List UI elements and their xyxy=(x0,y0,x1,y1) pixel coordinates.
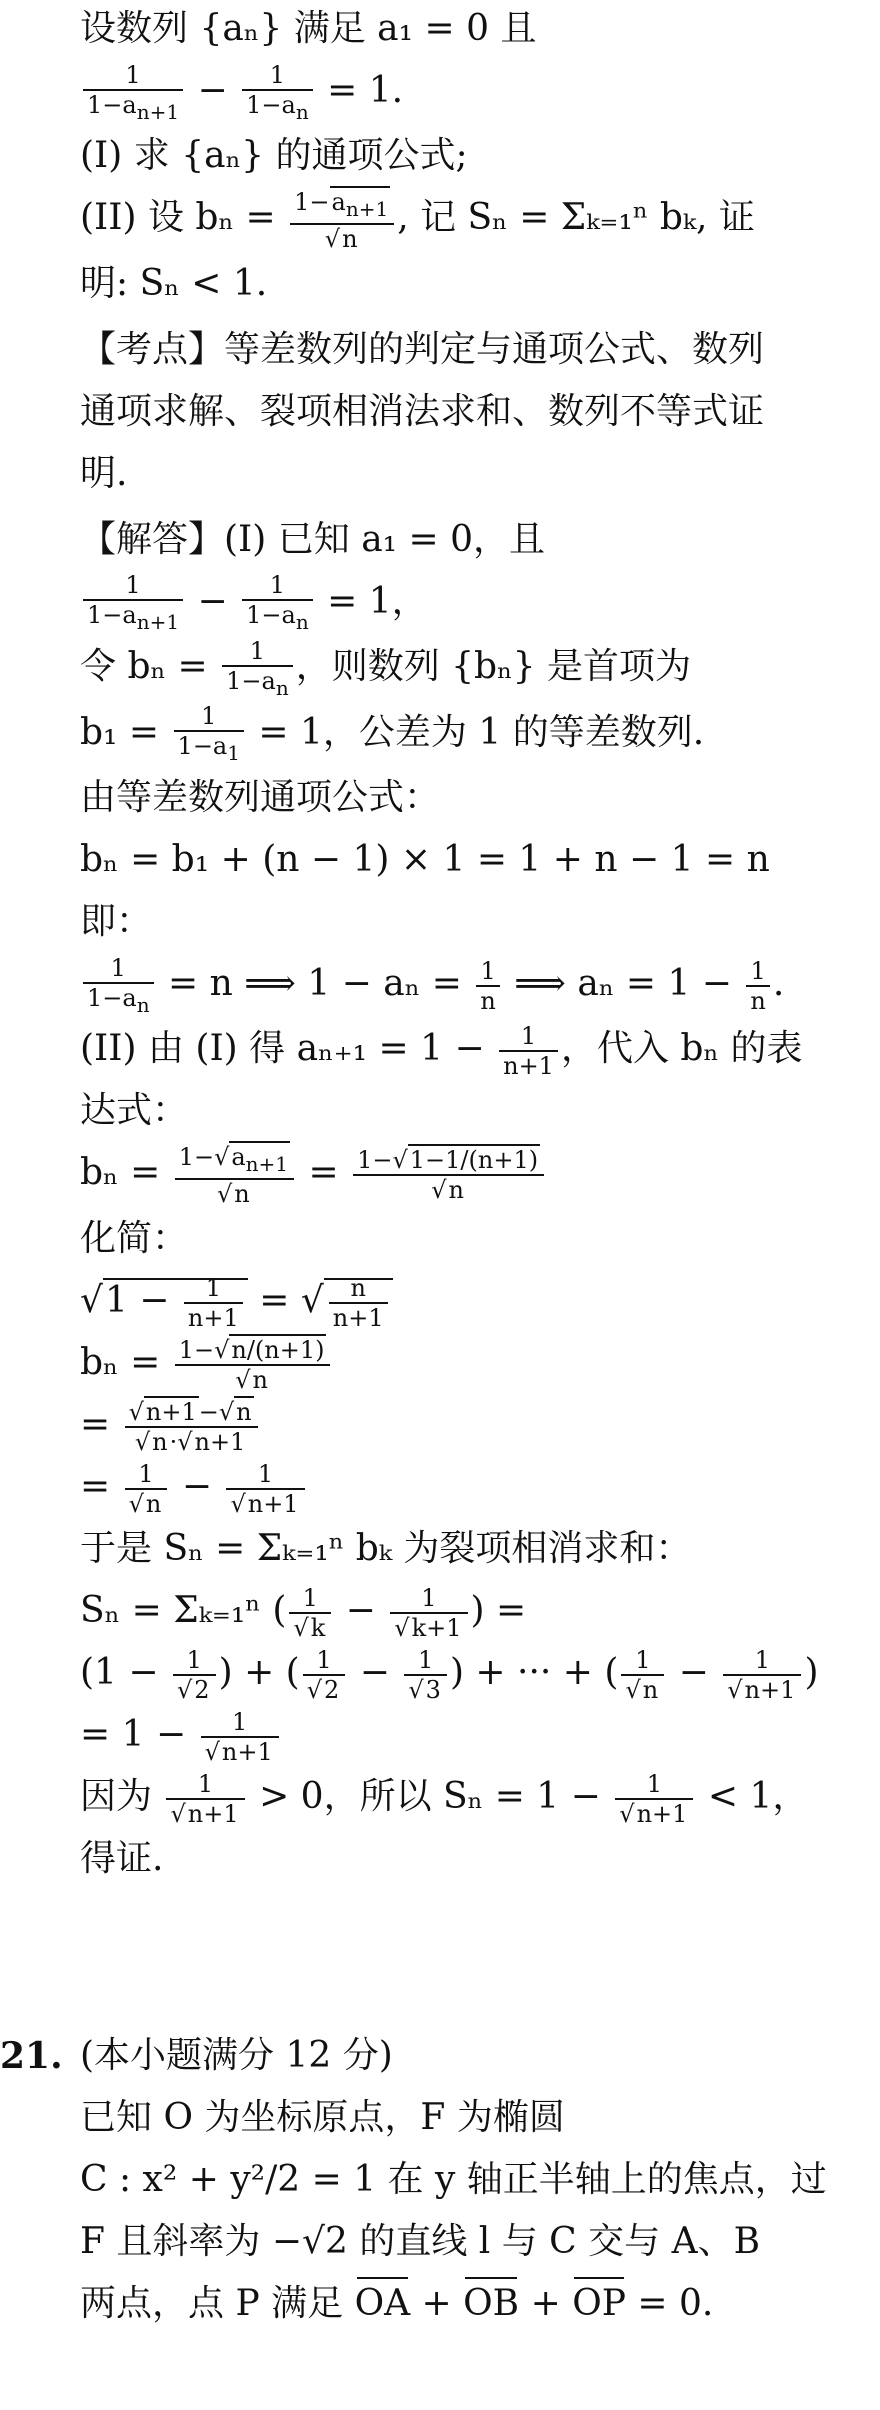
solution-equation: bₙ = $\frac{1-√n/(n+1)}{√n}$ xyxy=(80,1332,880,1394)
solution-line: b₁ = $\frac{1}{1-a_1}$ = 1，公差为 1 的等差数列. xyxy=(80,702,705,765)
question-line: F 且斜率为 −√2 的直线 l 与 C 交与 A、B xyxy=(80,2221,761,2262)
solution-line: 由等差数列通项公式： xyxy=(80,776,441,818)
solution-line: 因为 $\frac{1}{√n+1}$ > 0，所以 Sₙ = 1 − $\frac{1}{√n+1}$ < 1， xyxy=(80,1769,809,1828)
problem-line: 设数列 {aₙ} 满足 a₁ = 0 且 xyxy=(80,8,537,49)
solution-line: 令 bₙ = $\frac{1}{1-a_n}$ ，则数列 {bₙ} 是首项为 xyxy=(80,636,692,700)
solution-equation: bₙ = $\frac{1-√a_{n+1}}{√n}$ = $\frac{1-√1-1/(n+1)}{√n}$ xyxy=(80,1142,880,1207)
question-line: C : x² + y²/2 = 1 在 y 轴正半轴上的焦点，过 xyxy=(80,2159,827,2200)
solution-line: 【解答】(I) 已知 a₁ = 0，且 xyxy=(80,518,546,560)
kaodian-line: 明. xyxy=(80,452,128,494)
solution-equation: = 1 − $\frac{1}{√n+1}$ xyxy=(80,1704,880,1766)
solution-line: (II) 由 (I) 得 aₙ₊₁ = 1 − $\frac{1}{n+1}$ ，代入 bₙ 的表 xyxy=(80,1022,803,1081)
part-2-cont: 明: Sₙ < 1. xyxy=(80,262,268,304)
question-line: 两点，点 P 满足 OA + OB + OP = 0. xyxy=(80,2273,880,2335)
question-line: (本小题满分 12 分) xyxy=(80,2035,393,2076)
solution-equation: = $\frac{√n+1-√n}{√n\cdot√n+1}$ xyxy=(80,1394,880,1456)
solution-line: 即： xyxy=(80,900,153,942)
solution-line: bₙ = b₁ + (n − 1) × 1 = 1 + n − 1 = n xyxy=(80,838,770,880)
part-2: (II) 设 bₙ = $\frac{1-a_{n+1}}{√n}$ , 记 Sₙ = Σₖ₌₁ⁿ bₖ, 证 xyxy=(80,187,755,253)
solution-equation: = $\frac{1}{√n}$ − $\frac{1}{√n+1}$ xyxy=(80,1456,880,1518)
solution-equation: $\frac{1}{1-a_{n+1}}$ − $\frac{1}{1-a_n}$ = 1， xyxy=(80,571,880,636)
content xyxy=(80,0,880,1890)
question-line: 已知 O 为坐标原点，F 为椭圆 xyxy=(80,2097,565,2138)
solution-equation: Sₙ = Σₖ₌₁ⁿ ( $\frac{1}{√k}$ − $\frac{1}{√k+1}$ ) = xyxy=(80,1583,527,1642)
solution-equation: $\frac{1}{1-a_n}$ = n ⟹ 1 − aₙ = $\frac{1}{n}$ ⟹ aₙ = 1 − $\frac{1}{n}$ . xyxy=(80,953,880,1018)
kaodian-line: 【考点】等差数列的判定与通项公式、数列 xyxy=(80,328,765,370)
equation-rhs: = 1. xyxy=(327,70,404,111)
problem-equation: $\frac{1}{1-a_{n+1}}$ − $\frac{1}{1-a_n}$ = 1. xyxy=(80,60,880,125)
solution-equation: √1 − $\frac{1}{n+1}$ = √ $\frac{n}{n+1}$ xyxy=(80,1270,880,1332)
kaodian-line: 通项求解、裂项相消法求和、数列不等式证 xyxy=(80,390,765,432)
solution-line: 得证. xyxy=(80,1837,164,1879)
question-number: 21. xyxy=(0,2035,63,2077)
solution-line: 于是 Sₙ = Σₖ₌₁ⁿ bₖ 为裂项相消求和： xyxy=(80,1527,692,1569)
solution-equation: (1 − $\frac{1}{√2}$ ) + ( $\frac{1}{√2}$ − $\frac{1}{√3}$ ) + ··· + ( $\frac{1}{√n}$ − $\frac{1}{√n+1}$ ) xyxy=(80,1645,819,1704)
part-1: (I) 求 {aₙ} 的通项公式; xyxy=(80,135,468,177)
solution-line: 化简： xyxy=(80,1217,189,1259)
solution-line: 达式： xyxy=(80,1090,189,1132)
